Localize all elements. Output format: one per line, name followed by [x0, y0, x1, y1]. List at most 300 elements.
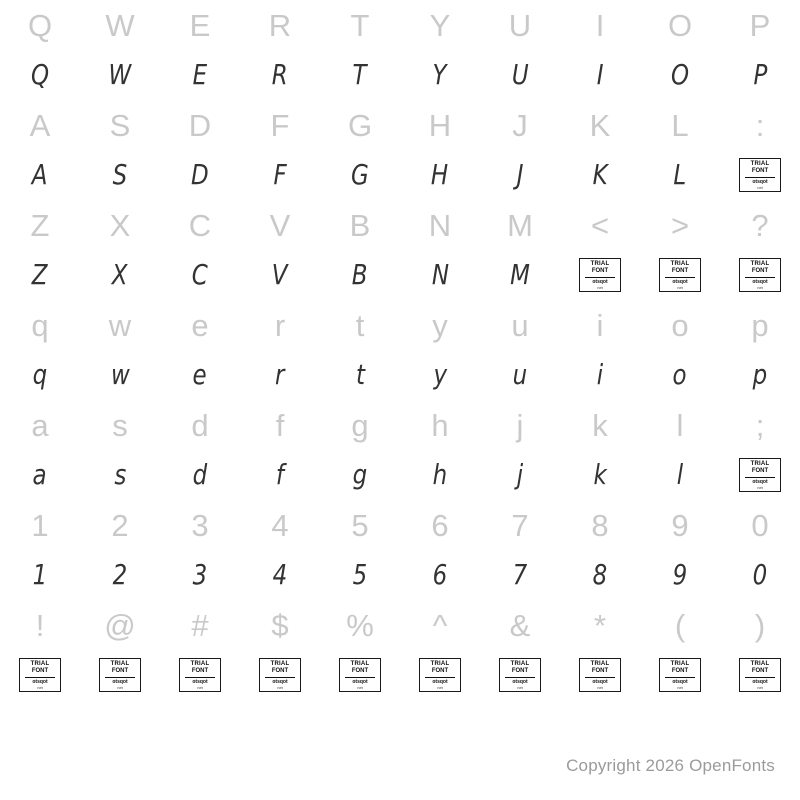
glyph-reference: q	[31, 307, 49, 343]
glyph-sample: g	[352, 458, 368, 491]
glyph-cell	[240, 450, 320, 500]
glyph-reference: <	[590, 207, 610, 243]
glyph-sample: d	[192, 458, 208, 491]
glyph-cell	[320, 600, 400, 650]
glyph-sample: D	[191, 158, 209, 191]
glyph-reference: A	[29, 107, 51, 143]
glyph-cell	[560, 0, 640, 50]
glyph-cell	[80, 350, 160, 400]
glyph-sample: i	[596, 358, 604, 391]
glyph-reference: R	[268, 7, 292, 43]
glyph-reference: &	[509, 607, 531, 643]
glyph-sample: 5	[352, 558, 368, 591]
trial-stamp-box	[739, 658, 781, 692]
glyph-sample: q	[32, 358, 48, 391]
glyph-cell	[560, 550, 640, 600]
glyph-reference: ;	[755, 407, 765, 443]
glyph-sample: 3	[192, 558, 208, 591]
glyph-cell	[720, 100, 800, 150]
trial-stamp-line1: TRIAL	[750, 261, 770, 267]
glyph-reference: r	[274, 307, 286, 343]
glyph-cell	[80, 250, 160, 300]
trial-stamp-line2: FONT	[271, 668, 289, 674]
glyph-sample: L	[673, 158, 687, 191]
glyph-cell	[560, 400, 640, 450]
glyph-reference: ?	[751, 207, 769, 243]
glyph-cell	[480, 50, 560, 100]
glyph-cell	[160, 250, 240, 300]
glyph-cell	[0, 250, 80, 300]
trial-font-stamp	[160, 650, 240, 700]
glyph-sample: s	[114, 458, 126, 491]
glyph-cell	[640, 450, 720, 500]
trial-stamp-divider	[665, 677, 695, 678]
glyph-reference: 4	[271, 507, 289, 543]
glyph-sample: l	[676, 458, 684, 491]
glyph-reference: e	[191, 307, 209, 343]
trial-stamp-box	[339, 658, 381, 692]
glyph-cell	[240, 100, 320, 150]
trial-stamp-line4: net	[517, 685, 523, 690]
glyph-sample: f	[275, 458, 285, 491]
glyph-reference: h	[431, 407, 449, 443]
glyph-cell	[80, 400, 160, 450]
glyph-cell	[0, 0, 80, 50]
trial-stamp-line2: FONT	[671, 668, 689, 674]
glyph-reference: $	[271, 607, 289, 643]
trial-font-stamp	[560, 650, 640, 700]
glyph-reference: *	[593, 607, 607, 643]
glyph-cell	[720, 0, 800, 50]
glyph-cell	[640, 600, 720, 650]
glyph-cell	[0, 450, 80, 500]
glyph-reference: Y	[429, 7, 451, 43]
trial-stamp-divider	[585, 277, 615, 278]
trial-stamp-line2: FONT	[751, 468, 769, 474]
glyph-cell	[80, 450, 160, 500]
glyph-cell	[560, 50, 640, 100]
glyph-cell	[0, 350, 80, 400]
glyph-cell	[0, 200, 80, 250]
glyph-reference: w	[108, 307, 132, 343]
glyph-sample: 7	[512, 558, 528, 591]
glyph-cell	[480, 550, 560, 600]
glyph-sample: e	[192, 358, 208, 391]
trial-stamp-line2: FONT	[751, 268, 769, 274]
trial-stamp-divider	[425, 677, 455, 678]
trial-stamp-line2: FONT	[191, 668, 209, 674]
glyph-reference: s	[112, 407, 128, 443]
trial-stamp-line4: net	[597, 285, 603, 290]
glyph-cell	[320, 100, 400, 150]
glyph-cell	[320, 50, 400, 100]
trial-stamp-line3: otsqot	[752, 279, 768, 285]
glyph-reference: %	[346, 607, 374, 643]
glyph-reference: J	[512, 107, 528, 143]
glyph-sample: 9	[672, 558, 688, 591]
glyph-sample: B	[352, 258, 368, 291]
trial-stamp-divider	[345, 677, 375, 678]
glyph-reference: C	[188, 207, 212, 243]
glyph-cell	[240, 50, 320, 100]
trial-stamp-line3: otsqot	[592, 279, 608, 285]
glyph-cell	[400, 0, 480, 50]
glyph-reference: l	[676, 407, 684, 443]
trial-font-stamp	[480, 650, 560, 700]
glyph-cell	[400, 400, 480, 450]
glyph-cell	[400, 600, 480, 650]
trial-stamp-line4: net	[277, 685, 283, 690]
glyph-cell	[0, 50, 80, 100]
trial-stamp-box	[739, 258, 781, 292]
glyph-cell	[720, 600, 800, 650]
glyph-sample: U	[511, 58, 529, 91]
trial-stamp-line3: otsqot	[752, 679, 768, 685]
trial-stamp-line1: TRIAL	[510, 661, 530, 667]
trial-font-stamp	[320, 650, 400, 700]
glyph-cell	[160, 100, 240, 150]
glyph-reference: Z	[30, 207, 50, 243]
trial-stamp-line1: TRIAL	[750, 461, 770, 467]
glyph-reference: L	[671, 107, 689, 143]
glyph-cell	[720, 300, 800, 350]
glyph-cell	[320, 300, 400, 350]
trial-stamp-line3: otsqot	[432, 679, 448, 685]
trial-stamp-divider	[105, 677, 135, 678]
glyph-cell	[0, 500, 80, 550]
glyph-cell	[80, 0, 160, 50]
trial-stamp-line3: otsqot	[32, 679, 48, 685]
glyph-cell	[560, 300, 640, 350]
glyph-sample: T	[352, 58, 368, 91]
trial-stamp-line1: TRIAL	[750, 661, 770, 667]
glyph-cell	[640, 350, 720, 400]
glyph-reference: u	[511, 307, 529, 343]
trial-stamp-line2: FONT	[511, 668, 529, 674]
glyph-cell	[0, 300, 80, 350]
trial-font-stamp	[400, 650, 480, 700]
glyph-sample: j	[516, 458, 524, 491]
glyph-reference: o	[671, 307, 689, 343]
glyph-sample: 8	[592, 558, 608, 591]
trial-stamp-line4: net	[437, 685, 443, 690]
trial-font-stamp	[560, 250, 640, 300]
trial-stamp-line3: otsqot	[752, 179, 768, 185]
trial-stamp-line1: TRIAL	[750, 161, 770, 167]
trial-stamp-line4: net	[117, 685, 123, 690]
glyph-reference: K	[589, 107, 611, 143]
glyph-cell	[720, 350, 800, 400]
trial-stamp-divider	[745, 677, 775, 678]
glyph-sample: F	[273, 158, 287, 191]
glyph-reference: :	[755, 107, 765, 143]
glyph-reference: Q	[27, 7, 53, 43]
glyph-reference: N	[428, 207, 452, 243]
glyph-sample: O	[670, 58, 690, 91]
glyph-cell	[480, 0, 560, 50]
glyph-reference: M	[507, 207, 533, 243]
glyph-sample: a	[32, 458, 48, 491]
trial-stamp-line3: otsqot	[352, 679, 368, 685]
glyph-reference: g	[351, 407, 369, 443]
trial-stamp-line4: net	[677, 285, 683, 290]
trial-stamp-line1: TRIAL	[30, 661, 50, 667]
glyph-cell	[480, 400, 560, 450]
glyph-cell	[640, 100, 720, 150]
glyph-sample: K	[592, 158, 608, 191]
trial-font-stamp	[720, 150, 800, 200]
glyph-sample: Y	[432, 58, 448, 91]
trial-font-stamp	[720, 650, 800, 700]
trial-stamp-line1: TRIAL	[590, 261, 610, 267]
glyph-cell	[720, 550, 800, 600]
glyph-cell	[320, 0, 400, 50]
glyph-cell	[320, 200, 400, 250]
glyph-reference: y	[432, 307, 448, 343]
glyph-cell	[0, 400, 80, 450]
glyph-cell	[640, 500, 720, 550]
glyph-cell	[80, 500, 160, 550]
glyph-sample: u	[512, 358, 528, 391]
glyph-cell	[240, 200, 320, 250]
glyph-sample: t	[355, 358, 365, 391]
glyph-reference: #	[191, 607, 209, 643]
glyph-cell	[320, 350, 400, 400]
glyph-reference: >	[670, 207, 690, 243]
glyph-sample: S	[112, 158, 128, 191]
trial-stamp-line2: FONT	[431, 668, 449, 674]
glyph-sample: 0	[752, 558, 768, 591]
glyph-sample: w	[110, 358, 130, 391]
trial-stamp-line4: net	[197, 685, 203, 690]
glyph-cell	[240, 600, 320, 650]
glyph-cell	[400, 350, 480, 400]
glyph-reference: D	[188, 107, 212, 143]
glyph-reference: S	[109, 107, 131, 143]
trial-stamp-line3: otsqot	[752, 479, 768, 485]
glyph-cell	[320, 500, 400, 550]
glyph-reference: E	[189, 7, 211, 43]
trial-stamp-line3: otsqot	[272, 679, 288, 685]
trial-stamp-line3: otsqot	[672, 679, 688, 685]
glyph-cell	[400, 50, 480, 100]
glyph-cell	[560, 600, 640, 650]
glyph-sample: 6	[432, 558, 448, 591]
glyph-cell	[480, 450, 560, 500]
trial-stamp-divider	[745, 477, 775, 478]
glyph-sample: I	[596, 58, 604, 91]
glyph-reference: 7	[511, 507, 529, 543]
glyph-sample: E	[192, 58, 208, 91]
trial-font-stamp	[640, 650, 720, 700]
glyph-sample: X	[112, 258, 128, 291]
glyph-cell	[80, 300, 160, 350]
trial-stamp-box	[659, 258, 701, 292]
glyph-sample: V	[272, 258, 288, 291]
glyph-cell	[320, 150, 400, 200]
trial-stamp-line2: FONT	[751, 168, 769, 174]
glyph-cell	[160, 500, 240, 550]
glyph-cell	[400, 200, 480, 250]
trial-stamp-divider	[25, 677, 55, 678]
trial-stamp-line2: FONT	[111, 668, 129, 674]
glyph-cell	[0, 100, 80, 150]
glyph-cell	[560, 100, 640, 150]
glyph-reference: 5	[351, 507, 369, 543]
trial-stamp-line3: otsqot	[672, 279, 688, 285]
glyph-cell	[400, 300, 480, 350]
glyph-cell	[80, 200, 160, 250]
trial-stamp-line2: FONT	[591, 268, 609, 274]
glyph-cell	[480, 250, 560, 300]
glyph-cell	[400, 500, 480, 550]
glyph-reference: p	[751, 307, 769, 343]
glyph-cell	[320, 250, 400, 300]
trial-stamp-line3: otsqot	[592, 679, 608, 685]
glyph-reference: j	[516, 407, 524, 443]
glyph-cell	[160, 450, 240, 500]
glyph-reference: 2	[111, 507, 129, 543]
glyph-cell	[640, 50, 720, 100]
glyph-reference: (	[674, 607, 686, 643]
glyph-cell	[640, 400, 720, 450]
glyph-cell	[320, 450, 400, 500]
glyph-reference: 1	[31, 507, 49, 543]
trial-stamp-line1: TRIAL	[670, 261, 690, 267]
glyph-cell	[160, 0, 240, 50]
trial-font-stamp	[240, 650, 320, 700]
trial-stamp-line1: TRIAL	[430, 661, 450, 667]
glyph-sample: Z	[32, 258, 48, 291]
trial-stamp-box	[99, 658, 141, 692]
glyph-reference: X	[109, 207, 131, 243]
trial-stamp-line1: TRIAL	[590, 661, 610, 667]
glyph-cell	[0, 550, 80, 600]
glyph-cell	[480, 200, 560, 250]
glyph-sample: h	[432, 458, 448, 491]
glyph-sample: H	[431, 158, 449, 191]
glyph-reference: ^	[432, 607, 448, 643]
glyph-cell	[160, 150, 240, 200]
trial-stamp-box	[739, 158, 781, 192]
glyph-cell	[80, 600, 160, 650]
glyph-reference: !	[35, 607, 45, 643]
glyph-cell	[240, 250, 320, 300]
trial-stamp-line4: net	[757, 485, 763, 490]
glyph-reference: a	[31, 407, 49, 443]
glyph-cell	[640, 550, 720, 600]
glyph-reference: H	[428, 107, 452, 143]
glyph-sample: Q	[30, 58, 50, 91]
glyph-cell	[160, 200, 240, 250]
trial-stamp-box	[499, 658, 541, 692]
glyph-cell	[80, 50, 160, 100]
glyph-sample: p	[752, 358, 768, 391]
trial-stamp-line2: FONT	[31, 668, 49, 674]
glyph-cell	[640, 150, 720, 200]
trial-stamp-line2: FONT	[671, 268, 689, 274]
trial-stamp-box	[659, 658, 701, 692]
glyph-reference: k	[592, 407, 608, 443]
glyph-reference: O	[667, 7, 693, 43]
copyright-text: Copyright 2026 OpenFonts	[566, 756, 775, 775]
trial-stamp-line4: net	[757, 685, 763, 690]
glyph-cell	[480, 150, 560, 200]
trial-stamp-divider	[505, 677, 535, 678]
glyph-sample: 4	[272, 558, 288, 591]
trial-stamp-line1: TRIAL	[350, 661, 370, 667]
glyph-cell	[480, 100, 560, 150]
trial-stamp-line2: FONT	[591, 668, 609, 674]
glyph-reference: f	[275, 407, 285, 443]
trial-stamp-divider	[585, 677, 615, 678]
trial-stamp-line1: TRIAL	[190, 661, 210, 667]
glyph-cell	[400, 100, 480, 150]
glyph-cell	[480, 350, 560, 400]
glyph-cell	[160, 300, 240, 350]
glyph-reference: )	[754, 607, 766, 643]
glyph-reference: 6	[431, 507, 449, 543]
glyph-reference: G	[347, 107, 373, 143]
glyph-reference: 8	[591, 507, 609, 543]
glyph-cell	[240, 0, 320, 50]
glyph-cell	[400, 250, 480, 300]
glyph-cell	[80, 100, 160, 150]
glyph-reference: 0	[751, 507, 769, 543]
glyph-cell	[240, 500, 320, 550]
trial-stamp-line4: net	[757, 285, 763, 290]
glyph-reference: i	[596, 307, 604, 343]
trial-stamp-line4: net	[757, 185, 763, 190]
glyph-reference: W	[105, 7, 135, 43]
glyph-cell	[400, 450, 480, 500]
trial-stamp-line1: TRIAL	[670, 661, 690, 667]
glyph-cell	[240, 350, 320, 400]
trial-stamp-divider	[265, 677, 295, 678]
glyph-sample: W	[108, 58, 132, 91]
trial-font-stamp	[720, 450, 800, 500]
trial-stamp-box	[19, 658, 61, 692]
trial-font-stamp	[80, 650, 160, 700]
glyph-sample: A	[32, 158, 48, 191]
trial-stamp-line4: net	[597, 685, 603, 690]
glyph-sample: 1	[32, 558, 48, 591]
glyph-cell	[0, 600, 80, 650]
glyph-cell	[560, 150, 640, 200]
trial-stamp-line3: otsqot	[112, 679, 128, 685]
glyph-reference: B	[349, 207, 371, 243]
trial-stamp-line4: net	[37, 685, 43, 690]
glyph-cell	[400, 550, 480, 600]
glyph-cell	[560, 450, 640, 500]
glyph-sample: y	[433, 358, 447, 391]
trial-stamp-divider	[745, 277, 775, 278]
trial-stamp-divider	[185, 677, 215, 678]
glyph-reference: T	[350, 7, 370, 43]
trial-stamp-box	[179, 658, 221, 692]
glyph-sample: M	[510, 258, 530, 291]
trial-font-stamp	[640, 250, 720, 300]
trial-stamp-box	[419, 658, 461, 692]
glyph-reference: U	[508, 7, 532, 43]
glyph-reference: P	[749, 7, 771, 43]
trial-stamp-divider	[745, 177, 775, 178]
trial-stamp-box	[579, 258, 621, 292]
glyph-cell	[160, 400, 240, 450]
glyph-cell	[480, 500, 560, 550]
glyph-sample: P	[753, 58, 767, 91]
glyph-cell	[560, 200, 640, 250]
